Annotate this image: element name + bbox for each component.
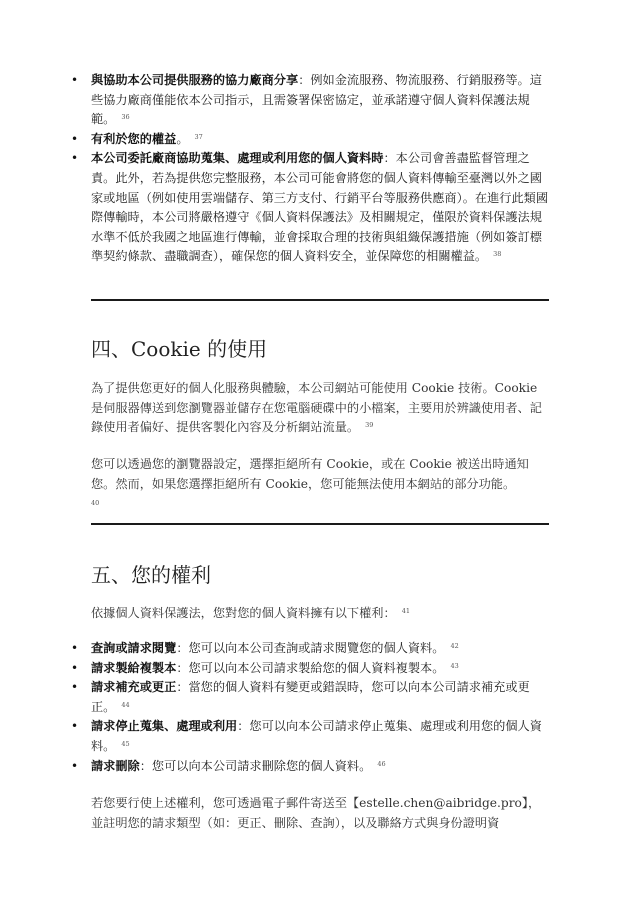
footnote-ref[interactable]: 44	[121, 700, 130, 709]
list-item	[71, 678, 549, 717]
bullet-icon: •	[71, 641, 79, 655]
footnote-ref[interactable]: 41	[401, 607, 410, 615]
list-item	[71, 717, 549, 756]
section-divider	[91, 523, 549, 525]
rights-list	[71, 639, 549, 776]
list-item	[71, 130, 549, 150]
third-party-sharing-list	[71, 71, 549, 267]
footnote-ref[interactable]: 43	[450, 661, 459, 670]
list-item-heading: 查詢或請求閱覽	[91, 641, 177, 655]
list-item-heading: 請求停止蒐集、處理或利用	[91, 719, 238, 734]
footnote-ref[interactable]: 46	[377, 759, 386, 768]
list-item	[71, 659, 549, 679]
rights-closing-paragraph: 若您要行使上述權利，您可透過電子郵件寄送至【estelle.chen@aibridge.pro】，並註明您的請求類型（如：更正、刪除、查詢），以及聯絡方式與身份證明資	[91, 796, 541, 830]
rights-intro	[91, 604, 549, 624]
section-title-rights: 五、您的權利	[91, 563, 211, 587]
bullet-icon: •	[71, 660, 79, 675]
list-item-text: 。	[176, 131, 189, 146]
paragraph-text: 您可以透過您的瀏覽器設定，選擇拒絕所有 Cookie，或在 Cookie 被送出時通知您。然而，如果您選擇拒絕所有 Cookie，您可能無法使用本網站的部分功能。	[91, 457, 529, 491]
list-item-heading: 請求補充或更正	[91, 680, 177, 695]
list-item-text: ：您可以向本公司請求停止蒐集、處理或利用您的個人資料。	[91, 719, 542, 753]
cookie-paragraph-1	[91, 379, 549, 438]
bullet-icon: •	[71, 680, 79, 695]
list-item-heading: 與協助本公司提供服務的協力廠商分享	[91, 73, 299, 87]
footnote-ref[interactable]: 36	[121, 113, 130, 122]
list-item-text: ：本公司會善盡監督管理之責。此外，若為提供您完整服務，本公司可能會將您的個人資料傳輸至臺灣以外之國家或地區（例如使用雲端儲存、第三方支付、行銷平台等服務供應商）。在進行此類國際傳輸時，本公司將嚴格遵守《個人資料保護法》及相關規定，僅限於資料保護法規水準不低於我國之地區進行傳輸，並會採取合理的技術與組織保護措施（例如簽訂標準契約條款、盡職調查），確保您的個人資料安全，並保障您的相關權益。	[91, 151, 549, 264]
section-title-cookie: 四、Cookie 的使用	[91, 337, 268, 361]
list-item-text: ：您可以向本公司請求製給您的個人資料複製本。	[176, 660, 445, 675]
footnote-ref[interactable]: 38	[493, 250, 502, 259]
bullet-icon: •	[71, 131, 79, 146]
list-item-text: ：您可以向本公司請求刪除您的個人資料。	[139, 758, 372, 773]
list-item-heading: 請求刪除	[91, 758, 140, 773]
footnote-ref[interactable]: 37	[194, 132, 203, 141]
bullet-icon: •	[71, 719, 79, 734]
list-item	[71, 71, 549, 130]
list-item	[71, 149, 549, 267]
footnote-ref[interactable]: 45	[121, 739, 130, 748]
list-item	[71, 757, 549, 777]
footnote-ref[interactable]: 42	[450, 642, 459, 650]
paragraph-text: 依據個人資料保護法，您對您的個人資料擁有以下權利：	[91, 606, 396, 620]
cookie-paragraph-2	[91, 455, 549, 514]
footnote-ref[interactable]: 40	[91, 499, 100, 508]
bullet-icon: •	[71, 73, 79, 87]
list-item-heading: 請求製給複製本	[91, 660, 177, 675]
list-item-text: ：例如金流服務、物流服務、行銷服務等。這些協力廠商僅能依本公司指示，且需簽署保密協定，並承諾遵守個人資料保護法規範。	[91, 73, 542, 127]
list-item	[71, 639, 549, 659]
list-item-heading: 有利於您的權益	[91, 131, 177, 146]
list-item-heading: 本公司委託廠商協助蒐集、處理或利用您的個人資料時	[91, 151, 384, 166]
bullet-icon: •	[71, 758, 79, 773]
list-item-text: ：您可以向本公司查詢或請求閱覽您的個人資料。	[176, 641, 445, 655]
section-divider	[91, 299, 549, 301]
paragraph-text: 為了提供您更好的個人化服務與體驗，本公司網站可能使用 Cookie 技術。Cookie 是伺服器傳送到您瀏覽器並儲存在您電腦硬碟中的小檔案，主要用於辨識使用者、記錄使用者偏好、提供客製化內容及分析網站流量。	[91, 381, 542, 435]
bullet-icon: •	[71, 151, 79, 166]
footnote-ref[interactable]: 39	[365, 421, 374, 430]
list-item-text: ：當您的個人資料有變更或錯誤時，您可以向本公司請求補充或更正。	[91, 680, 530, 714]
